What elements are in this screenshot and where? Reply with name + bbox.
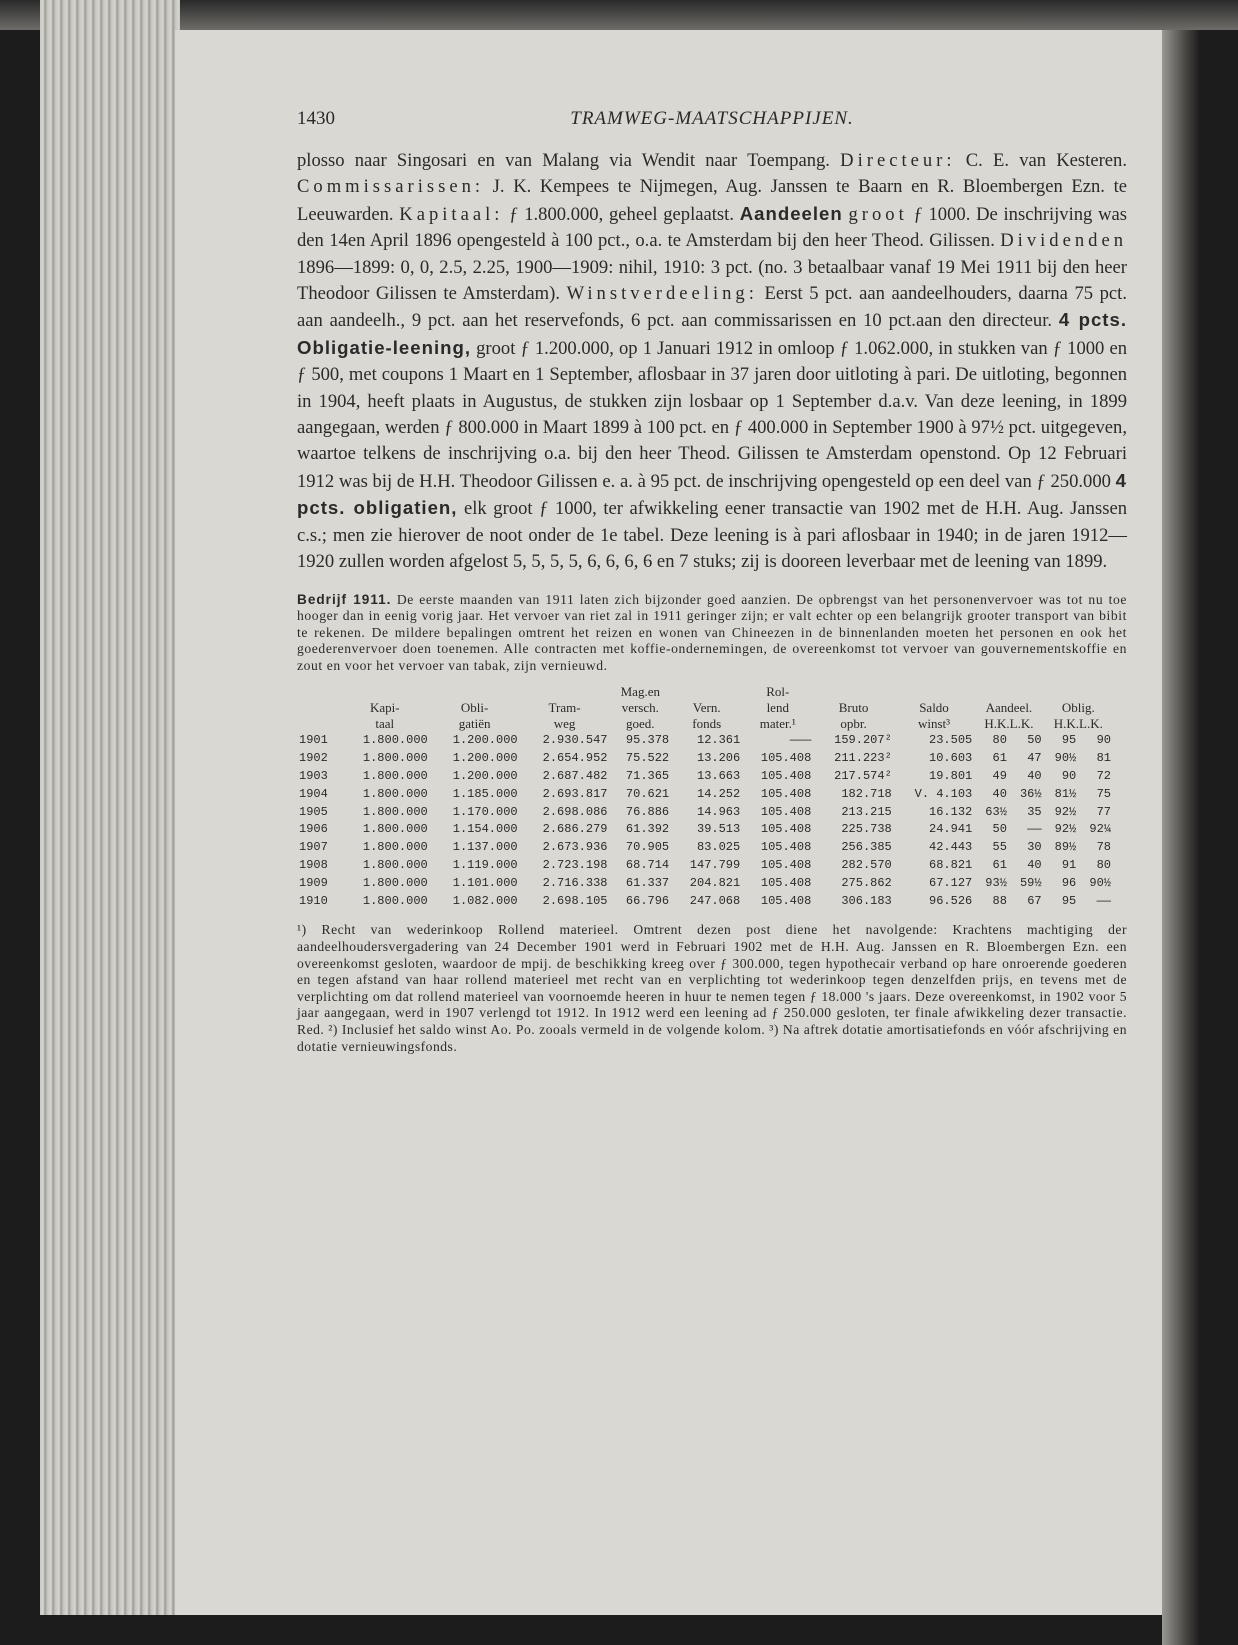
column-header: fonds <box>692 716 722 732</box>
table-cell: 1.800.000 <box>362 875 428 890</box>
year-cell: 1904 <box>299 786 328 801</box>
table-cell: 1.200.000 <box>452 733 518 748</box>
table-cell: 50 <box>992 822 1007 837</box>
table-cell: 90 <box>1096 733 1111 748</box>
table-cell: 1.101.000 <box>452 875 518 890</box>
table-cell: 247.068 <box>689 893 741 908</box>
table-cell: 217.574² <box>834 769 892 784</box>
table-row <box>297 768 1113 786</box>
table-cell: 105.408 <box>760 786 812 801</box>
table-cell: 59½ <box>1019 875 1042 890</box>
column-header: weg <box>553 716 576 732</box>
year-cell: 1901 <box>299 733 328 748</box>
table-row <box>297 821 1113 839</box>
table-cell: 75.522 <box>625 751 670 766</box>
table-cell: 10.603 <box>929 751 973 766</box>
table-cell: 92¼ <box>1089 822 1111 837</box>
table-cell: 105.408 <box>760 893 812 908</box>
text-run: ƒ 1000. De inschrijving was den 14en April 1896 opengesteld à 100 pct., o.a. te Amsterdam bij den heer Theod. Gilissen. <box>297 203 1127 252</box>
text-run: Eerst 5 pct. aan aandeelhouders, daarna 75 pct. aan aandeelh., 9 pct. aan het reservefonds, 6 pct. aan commissarissen en 10 pct.aan den directeur. <box>297 283 1127 332</box>
column-header: opbr. <box>840 716 867 732</box>
table-cell: 90½ <box>1089 875 1111 890</box>
table-row <box>297 732 1113 750</box>
bold-term: Aandeelen <box>739 202 843 224</box>
table-cell: 96.526 <box>929 893 973 908</box>
table-cell: 204.821 <box>689 875 741 890</box>
table-cell: 61 <box>992 858 1007 873</box>
table-cell: 78 <box>1096 840 1111 855</box>
table-cell: 2.716.338 <box>542 875 608 890</box>
table-cell: 182.718 <box>841 786 892 801</box>
table-cell: 83.025 <box>697 840 741 855</box>
table-cell: 2.930.547 <box>542 733 608 748</box>
column-header <box>297 700 340 716</box>
bedrijf-text: De eerste maanden van 1911 laten zich bijzonder goed aanzien. De opbrengst van het personenvervoer was tot nu toe hooger dan in eenig vorig jaar. Het vervoer van riet zal in 1911 geringer zijn; er valt echter op een belangrijk grooter transport van bibit te rekenen. De mildere bepalingen omtrent het reizen en wonen van Chineezen in de binnenlanden moeten het personen en ook het goederenvervoer doen toenemen. Alle contracten met koffie-ondernemingen, de overeenkomst tot vervoer van gouvernementskoffie en zout en voor het vervoer van tabak, zijn vernieuwd. <box>297 591 1127 673</box>
table-cell: 90 <box>1061 769 1077 784</box>
table-cell: 95 <box>1061 893 1077 908</box>
table-cell: 81 <box>1096 751 1111 766</box>
column-header: gatiën <box>458 716 491 732</box>
column-header: Mag.en <box>620 684 660 700</box>
table-cell: 75 <box>1096 786 1111 801</box>
table-cell: 92½ <box>1054 804 1077 819</box>
table-cell: 47 <box>1027 751 1042 766</box>
table-cell: 88 <box>992 893 1007 908</box>
table-cell: 35 <box>1027 804 1042 819</box>
table-cell: 66.796 <box>625 893 670 908</box>
column-header: H.K.L.K. <box>984 716 1034 732</box>
table-cell: 306.183 <box>841 893 892 908</box>
table-cell: —— <box>1096 893 1111 908</box>
table-cell: 211.223² <box>834 751 892 766</box>
spaced-term: Winstverdeeling: <box>566 283 758 305</box>
text-run: plosso naar Singosari en van Malang via Wendit naar Toempang. <box>297 150 841 171</box>
table-row <box>297 786 1113 804</box>
table-cell: 42.443 <box>929 840 973 855</box>
table-cell: 256.385 <box>841 840 892 855</box>
table-cell: 70.905 <box>625 840 670 855</box>
table-row <box>297 804 1113 822</box>
table-cell: 1.137.000 <box>452 840 518 855</box>
column-header: Tram- <box>548 700 581 716</box>
table-cell: 96 <box>1061 875 1077 890</box>
table-cell: 95.378 <box>625 733 670 748</box>
column-header: versch. <box>621 700 659 716</box>
table-cell: 67 <box>1027 893 1042 908</box>
table-cell: 1.800.000 <box>362 822 428 837</box>
column-header <box>813 684 893 700</box>
page-header <box>297 108 1127 148</box>
table-cell: 1.082.000 <box>452 893 518 908</box>
table-cell: 1.800.000 <box>362 751 428 766</box>
company-description <box>297 148 1127 576</box>
column-header: Rol- <box>766 684 790 700</box>
financial-table <box>297 684 1113 910</box>
table-cell: 23.505 <box>929 733 973 748</box>
table-cell: 68.821 <box>929 858 973 873</box>
column-header: Aandeel. <box>985 700 1033 716</box>
year-cell: 1909 <box>299 875 328 890</box>
table-cell: 2.698.086 <box>542 804 608 819</box>
table-cell: 1.185.000 <box>452 786 518 801</box>
table-cell: 61.337 <box>625 875 670 890</box>
table-cell: 63½ <box>985 804 1007 819</box>
table-cell: ——— <box>789 733 812 748</box>
year-cell: 1910 <box>299 893 328 908</box>
table-cell: 1.800.000 <box>362 840 428 855</box>
column-header: taal <box>375 716 395 732</box>
column-header <box>974 684 1043 700</box>
table-cell: 213.215 <box>841 804 892 819</box>
year-cell: 1906 <box>299 822 328 837</box>
running-head: TRAMWEG-MAATSCHAPPIJEN. <box>570 108 854 129</box>
table-cell: 105.408 <box>760 840 812 855</box>
table-row <box>297 839 1113 857</box>
page-gutter <box>1162 30 1200 1645</box>
bedrijf-paragraph <box>297 592 1127 675</box>
column-header <box>430 684 520 700</box>
table-cell: 91 <box>1061 858 1077 873</box>
table-cell: 70.621 <box>625 786 670 801</box>
table-header-row <box>297 716 1113 732</box>
table-cell: V. 4.103 <box>914 786 973 801</box>
table-cell: 282.570 <box>841 858 892 873</box>
table-cell: 2.693.817 <box>542 786 608 801</box>
column-header <box>340 684 430 700</box>
table-cell: 2.654.952 <box>542 751 608 766</box>
table-cell: 1.200.000 <box>452 769 518 784</box>
table-cell: 2.723.198 <box>542 858 608 873</box>
column-header: Oblig. <box>1061 700 1095 716</box>
table-cell: 90½ <box>1054 751 1077 766</box>
text-run: elk groot ƒ 1000, ter afwikkeling eener transactie van 1902 met de H.H. Aug. Janssen c.s.; men zie hierover de noot onder de 1e tabel. Deze leening is à pari aflosbaar in 1940; in de jaren 1912—1920 zullen worden afgelost 5, 5, 5, 5, 6, 6, 6, 6 en 7 stuks; zij is dooreen leverbaar met de leening van 1899. <box>297 498 1127 573</box>
column-header: lend <box>766 700 789 716</box>
column-header: Kapi- <box>369 700 400 716</box>
year-cell: 1907 <box>299 840 328 855</box>
table-cell: 105.408 <box>760 858 812 873</box>
footnotes: ¹) Recht van wederinkoop Rollend materieel. Omtrent dezen post diene het navolgende: Krachtens machtiging der aandeelhoudersvergadering van 24 December 1901 werd in Februari 1902 met de H.H. Aug. Janssen en R. Bloembergen Ezn. een overeenkomst gesloten, waardoor de mpij. de beschikking kreeg over ƒ 300.000, tegen hypothecair verband op hare onroerende goederen en tegen afstand van haar rollend materieel met recht van en verplichting tot wederinkoop tegen denzelfden prijs, en tevens met de verplichting om dat rollend materieel van voornoemde heeren in huur te nemen tegen ƒ 18.000 's jaars. Deze overeenkomst, in 1902 voor 5 jaar aangegaan, werd in 1907 verlengd tot 1912. In 1912 werd een leening ad ƒ 250.000 gesloten, ter finale afwikkeling dezer transactie. Red. ²) Inclusief het saldo winst Ao. Po. zooals vermeld in de volgende kolom. ³) Na aftrek dotatie amortisatiefonds en vóór afschrijving en dotatie vernieuwingsfonds. <box>297 922 1127 1054</box>
table-cell: 61 <box>992 751 1007 766</box>
table-cell: 2.698.105 <box>542 893 608 908</box>
table-cell: 147.799 <box>689 858 741 873</box>
table-cell: 1.800.000 <box>362 769 428 784</box>
table-cell: 13.206 <box>697 751 741 766</box>
year-cell: 1908 <box>299 858 328 873</box>
table-cell: 80 <box>1096 858 1111 873</box>
scan-top-edge <box>0 0 1238 30</box>
table-cell: 105.408 <box>760 769 812 784</box>
table-cell: 1.800.000 <box>362 858 428 873</box>
table-cell: 14.252 <box>697 786 741 801</box>
column-header <box>297 684 340 700</box>
table-cell: 105.408 <box>760 875 812 890</box>
table-cell: 39.513 <box>697 822 741 837</box>
column-header: Saldo <box>919 700 949 716</box>
table-cell: 159.207² <box>834 733 892 748</box>
text-run: 1896—1899: 0, 0, 2.5, 2.25, 1900—1909: nihil, 1910: 3 pct. (no. 3 betaalbaar vanaf 19 Mei 1911 bij den heer Theodoor Gilissen te Amsterdam). <box>297 256 1127 305</box>
table-cell: 1.800.000 <box>362 804 428 819</box>
table-cell: 77 <box>1096 804 1111 819</box>
table-cell: 105.408 <box>760 751 812 766</box>
table-cell: 93½ <box>985 875 1007 890</box>
bold-term: 4 pcts. obligatien, <box>297 469 1127 519</box>
spaced-term: Commissarissen: <box>297 176 485 198</box>
column-header: H.K.L.K. <box>1053 716 1103 732</box>
table-cell: 105.408 <box>760 804 812 819</box>
table-cell: 1.800.000 <box>362 786 428 801</box>
column-header: Obli- <box>460 700 489 716</box>
table-cell: 1.170.000 <box>452 804 518 819</box>
bold-term: 4 pcts. Obligatie-leening, <box>297 309 1127 358</box>
column-header: mater.¹ <box>759 716 796 732</box>
table-header-row <box>297 684 1113 700</box>
table-cell: 1.154.000 <box>452 822 518 837</box>
table-cell: 50 <box>1027 733 1042 748</box>
table-row <box>297 750 1113 768</box>
column-header: winst³ <box>917 716 951 732</box>
text-run: J. K. Kempees te Nijmegen, Aug. Janssen te Baarn en R. Bloembergen Ezn. te Leeuwarden. <box>297 176 1127 225</box>
table-row <box>297 857 1113 875</box>
column-header: Vern. <box>692 700 721 716</box>
column-header: Bruto <box>838 700 869 716</box>
column-header <box>1044 684 1113 700</box>
table-cell: 1.800.000 <box>362 733 428 748</box>
year-cell: 1905 <box>299 804 328 819</box>
spaced-term: Kapitaal: <box>399 203 504 225</box>
text-run: ƒ 1.800.000, geheel geplaatst. <box>503 203 740 225</box>
table-cell: 67.127 <box>929 875 973 890</box>
table-cell: 275.862 <box>841 875 892 890</box>
table-cell: 36½ <box>1019 786 1042 801</box>
bedrijf-lead: Bedrijf 1911. <box>297 591 392 607</box>
table-cell: 225.738 <box>841 822 892 837</box>
table-cell: 30 <box>1027 840 1042 855</box>
table-cell: 24.941 <box>929 822 973 837</box>
table-cell: 80 <box>992 733 1007 748</box>
table-cell: 1.800.000 <box>362 893 428 908</box>
table-cell: 40 <box>992 786 1007 801</box>
column-header: goed. <box>626 716 655 732</box>
table-cell: 40 <box>1027 858 1042 873</box>
text-run: C. E. van Kesteren. <box>955 150 1127 171</box>
table-cell: 14.963 <box>697 804 741 819</box>
table-cell: 2.687.482 <box>542 769 608 784</box>
table-cell: 71.365 <box>625 769 670 784</box>
column-header <box>520 684 610 700</box>
table-cell: 105.408 <box>760 822 812 837</box>
table-cell: 1.119.000 <box>452 858 518 873</box>
table-cell: 89½ <box>1054 840 1077 855</box>
table-cell: 1.200.000 <box>452 751 518 766</box>
column-header <box>671 684 742 700</box>
year-cell: 1902 <box>299 751 328 766</box>
table-header-row <box>297 700 1113 716</box>
text-run: groot ƒ 1.200.000, op 1 Januari 1912 in omloop ƒ 1.062.000, in stukken van ƒ 1000 en ƒ 500, met coupons 1 Maart en 1 September, aflosbaar in 37 jaren door uitloting à pari. De uitloting, begonnen in 1904, heeft plaats in Augustus, de stukken zijn losbaar op 1 September d.a.v. Van deze leening, in 1899 aangegaan, werden ƒ 800.000 in Maart 1899 à 100 pct. en ƒ 400.000 in September 1900 à 97½ pct. uitgegeven, waartoe telkens de inschrijving o.a. bij den heer Theod. Gilissen te Amsterdam openstond. Op 12 Februari 1912 was bij de H.H. Theodoor Gilissen e. a. à 95 pct. de inschrijving opengesteld op een deel van ƒ 250.000 <box>297 337 1127 492</box>
year-cell: 1903 <box>299 769 328 784</box>
table-cell: 2.673.936 <box>542 840 608 855</box>
table-cell: 16.132 <box>929 804 973 819</box>
column-header <box>894 684 974 700</box>
page-edges <box>40 0 180 1615</box>
table-cell: 13.663 <box>697 769 741 784</box>
table-cell: 55 <box>992 840 1007 855</box>
table-cell: 19.801 <box>929 769 973 784</box>
table-cell: 12.361 <box>697 733 741 748</box>
spaced-term: Directeur: <box>840 150 956 171</box>
table-cell: 95 <box>1061 733 1077 748</box>
table-cell: 61.392 <box>625 822 670 837</box>
table-cell: 81½ <box>1054 786 1077 801</box>
page-content <box>297 108 1127 1055</box>
table-cell: 40 <box>1027 769 1042 784</box>
page-number: 1430 <box>297 108 335 129</box>
table-row <box>297 875 1113 893</box>
table-cell: 72 <box>1096 769 1111 784</box>
table-cell: 49 <box>992 769 1007 784</box>
table-cell: 2.686.279 <box>542 822 608 837</box>
table-cell: 68.714 <box>625 858 670 873</box>
column-header <box>297 716 340 732</box>
table-cell: 76.886 <box>625 804 670 819</box>
spaced-term: Dividenden <box>1000 230 1127 252</box>
spaced-term: groot <box>848 203 908 225</box>
table-cell: —— <box>1027 822 1042 837</box>
table-cell: 92½ <box>1054 822 1077 837</box>
table-row <box>297 893 1113 911</box>
